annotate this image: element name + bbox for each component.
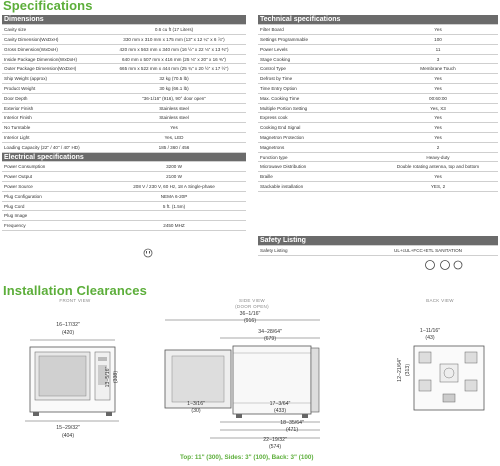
technical-key: Filter Board — [258, 25, 378, 35]
technical-row — [258, 35, 498, 45]
dimension-row — [2, 84, 246, 94]
dimension-row — [2, 142, 246, 152]
side-d5-mm: (471) — [285, 427, 299, 433]
nsf-logo — [454, 261, 462, 269]
etl-logo — [441, 261, 450, 270]
dimension-row — [2, 35, 246, 45]
front-width-top-mm: (420) — [61, 330, 75, 336]
technical-row — [258, 84, 498, 94]
technical-row — [258, 93, 498, 103]
electrical-key: Plug Cord — [2, 201, 102, 211]
technical-key: Defrost by Time — [258, 74, 378, 84]
electrical-key: Frequency — [2, 221, 102, 231]
dimension-value: 0.6 cu ft (17 Liters) — [102, 25, 246, 35]
technical-row — [258, 152, 498, 162]
dimension-row — [2, 25, 246, 35]
safety-table — [258, 236, 498, 256]
technical-row — [258, 54, 498, 64]
technical-key: Time Entry Option — [258, 84, 378, 94]
safety-logos — [425, 259, 465, 271]
dimension-row — [2, 123, 246, 133]
dimension-value: 665 mm x 522 mm x 444 mm (25 ¾" x 20 ½" x 17 ½") — [102, 64, 246, 74]
dimension-key: Outer Package Dimension(WxDxH) — [2, 64, 102, 74]
dimension-row — [2, 64, 246, 74]
dimension-key: Product Weight — [2, 84, 102, 94]
front-width-top: 16−17/32" — [56, 322, 80, 328]
side-d3-mm: (30) — [191, 408, 201, 414]
dimension-key: Gross Dimension(WxDxH) — [2, 44, 102, 54]
clearance-footer: Top: 11" (300), Sides: 3" (100), Back: 3" (100) — [180, 454, 314, 461]
side-d6: 22−19/32" — [263, 437, 287, 443]
technical-value: Yes — [378, 84, 498, 94]
dimension-key: Cavity Dimension(WxDxH) — [2, 35, 102, 45]
safety-value: UL+cUL+FCC+ETL SANITATION — [358, 246, 498, 256]
electrical-key: Plug Configuration — [2, 191, 102, 201]
technical-value: 3 — [378, 54, 498, 64]
dimension-key: Interior Light — [2, 133, 102, 143]
dimension-row — [2, 113, 246, 123]
side-view-label: SIDE VIEW — [239, 298, 265, 303]
side-d1-mm: (916) — [243, 318, 257, 324]
dimension-value: Yes — [102, 123, 246, 133]
side-d4: 17−3/64" — [269, 401, 291, 407]
dimension-value: Stainless steel — [102, 113, 246, 123]
electrical-row — [2, 211, 246, 221]
technical-value: Yes, X3 — [378, 103, 498, 113]
dimension-row — [2, 54, 246, 64]
back-w-mm: (43) — [425, 335, 435, 341]
front-width-bottom-mm: (404) — [61, 433, 75, 439]
safety-key: Safety Listing — [258, 246, 358, 256]
electrical-value: 2450 MHZ — [102, 221, 246, 231]
technical-row — [258, 142, 498, 152]
dimension-value: Yes, LED — [102, 133, 246, 143]
electrical-row — [2, 182, 246, 192]
front-height-mm: (338) — [113, 370, 119, 384]
side-d6-mm: (574) — [268, 444, 282, 450]
side-d2: 34−28/64" — [258, 329, 282, 335]
side-d4-mm: (433) — [273, 408, 287, 414]
technical-key: Microwave Distribution — [258, 162, 378, 172]
dimension-key: Exterior Finish — [2, 103, 102, 113]
electrical-row — [2, 172, 246, 182]
dimension-value: Stainless steel — [102, 103, 246, 113]
back-w: 1−11/16" — [419, 328, 441, 334]
electrical-value: 5 ft. (1.5m) — [102, 201, 246, 211]
side-d1: 36−1/16" — [239, 311, 261, 317]
technical-row — [258, 123, 498, 133]
side-view-label-2: (DOOR OPEN) — [235, 304, 269, 309]
front-height: 13−5/16" — [105, 366, 111, 388]
back-view-drawing — [410, 342, 490, 414]
dimension-value: 330 mm x 310 mm x 175 mm (13" x 12 ¼" x 6 ⅞") — [102, 35, 246, 45]
technical-row — [258, 74, 498, 84]
dimension-row — [2, 74, 246, 84]
electrical-key: Power Output — [2, 172, 102, 182]
electrical-row — [2, 162, 246, 172]
technical-key: Magnetrons — [258, 142, 378, 152]
technical-key: Stackable installation — [258, 182, 378, 192]
back-h: 12−21/64" — [397, 358, 403, 382]
technical-key: Braille — [258, 172, 378, 182]
installation-title: Installation Clearances — [3, 283, 147, 298]
technical-row — [258, 172, 498, 182]
technical-key: Express cook — [258, 113, 378, 123]
technical-row — [258, 162, 498, 172]
electrical-value: 2100 W — [102, 172, 246, 182]
technical-row — [258, 44, 498, 54]
electrical-header: Electrical specifications — [2, 152, 246, 162]
technical-value: 00:60:00 — [378, 93, 498, 103]
technical-value: 100 — [378, 35, 498, 45]
technical-table — [258, 15, 498, 192]
technical-key: Max. Cooking Time — [258, 93, 378, 103]
technical-value: Yes — [378, 123, 498, 133]
technical-value: 2 — [378, 142, 498, 152]
safety-row — [258, 246, 498, 256]
plug-icon — [143, 248, 153, 258]
electrical-key: Power Source — [2, 182, 102, 192]
front-width-bottom: 15−29/32" — [56, 425, 80, 431]
technical-key: Control Type — [258, 64, 378, 74]
technical-value: Yes — [378, 133, 498, 143]
dimension-row — [2, 103, 246, 113]
side-d3: 1−3/16" — [187, 401, 205, 407]
dimension-value: 32 kg (70.5 lb) — [102, 74, 246, 84]
dimension-key: Cavity size — [2, 25, 102, 35]
technical-key: Cooking End Signal — [258, 123, 378, 133]
technical-key: Multiple Portion Setting — [258, 103, 378, 113]
front-view-label: FRONT VIEW — [59, 298, 91, 303]
technical-value: 11 — [378, 44, 498, 54]
technical-key: Magnetron Protection — [258, 133, 378, 143]
dimension-row — [2, 133, 246, 143]
dimension-key: Door Depth — [2, 93, 102, 103]
side-d5: 18−35/64" — [280, 420, 304, 426]
dimension-key: Loading Capacity (22" / 40" / 40" HD) — [2, 142, 102, 152]
electrical-key: Power Consumption — [2, 162, 102, 172]
electrical-row — [2, 191, 246, 201]
technical-row — [258, 133, 498, 143]
technical-key: Stage Cooking — [258, 54, 378, 64]
dimension-key: Ship Weight (approx) — [2, 74, 102, 84]
technical-value: YES, 2 — [378, 182, 498, 192]
technical-value: Yes — [378, 74, 498, 84]
electrical-value — [102, 211, 246, 221]
safety-header: Safety Listing — [258, 236, 498, 246]
dimension-key: Inside Package Dimension(WxDxH) — [2, 54, 102, 64]
technical-key: Settings Programmable — [258, 35, 378, 45]
dimension-row — [2, 93, 246, 103]
electrical-row — [2, 221, 246, 231]
dimension-value: 640 mm x 507 mm x 416 mm (25 ⅛" x 20" x 16 ⅜") — [102, 54, 246, 64]
technical-value: Yes — [378, 113, 498, 123]
technical-key: Power Levels — [258, 44, 378, 54]
dimension-value: 30 kg (66.1 lb) — [102, 84, 246, 94]
technical-value: Yes — [378, 172, 498, 182]
dimension-value: 420 mm x 563 mm x 340 mm (16 ½" x 22 ⅛" x 13 ⅜") — [102, 44, 246, 54]
technical-row — [258, 25, 498, 35]
technical-value: Double rotating antenna, top and bottom — [378, 162, 498, 172]
technical-row — [258, 182, 498, 192]
technical-value: Yes — [378, 25, 498, 35]
technical-header: Technical specifications — [258, 15, 498, 25]
dimension-row — [2, 44, 246, 54]
dimension-key: Interior Finish — [2, 113, 102, 123]
dimension-key: No Turntable — [2, 123, 102, 133]
technical-value: Heavy-duty — [378, 152, 498, 162]
ul-logo — [426, 261, 435, 270]
electrical-row — [2, 201, 246, 211]
electrical-key: Plug Image — [2, 211, 102, 221]
technical-row — [258, 103, 498, 113]
electrical-value: NEMA 6-20P — [102, 191, 246, 201]
technical-row — [258, 113, 498, 123]
electrical-value: 3200 W — [102, 162, 246, 172]
dimension-value: "36-1/16" (916), 90° door open" — [102, 93, 246, 103]
specifications-title: Specifications — [3, 0, 93, 13]
dimensions-table — [2, 15, 246, 231]
back-h-mm: (313) — [405, 363, 411, 377]
dimensions-header: Dimensions — [2, 15, 246, 25]
dimension-value: 185 / 360 / 456 — [102, 142, 246, 152]
electrical-value: 208 V / 230 V, 60 Hz, 18 A Single-phase — [102, 182, 246, 192]
technical-row — [258, 64, 498, 74]
side-d2-mm: (679) — [263, 336, 277, 342]
technical-key: Function type — [258, 152, 378, 162]
technical-value: Membrane Touch — [378, 64, 498, 74]
back-view-label: BACK VIEW — [426, 298, 454, 303]
